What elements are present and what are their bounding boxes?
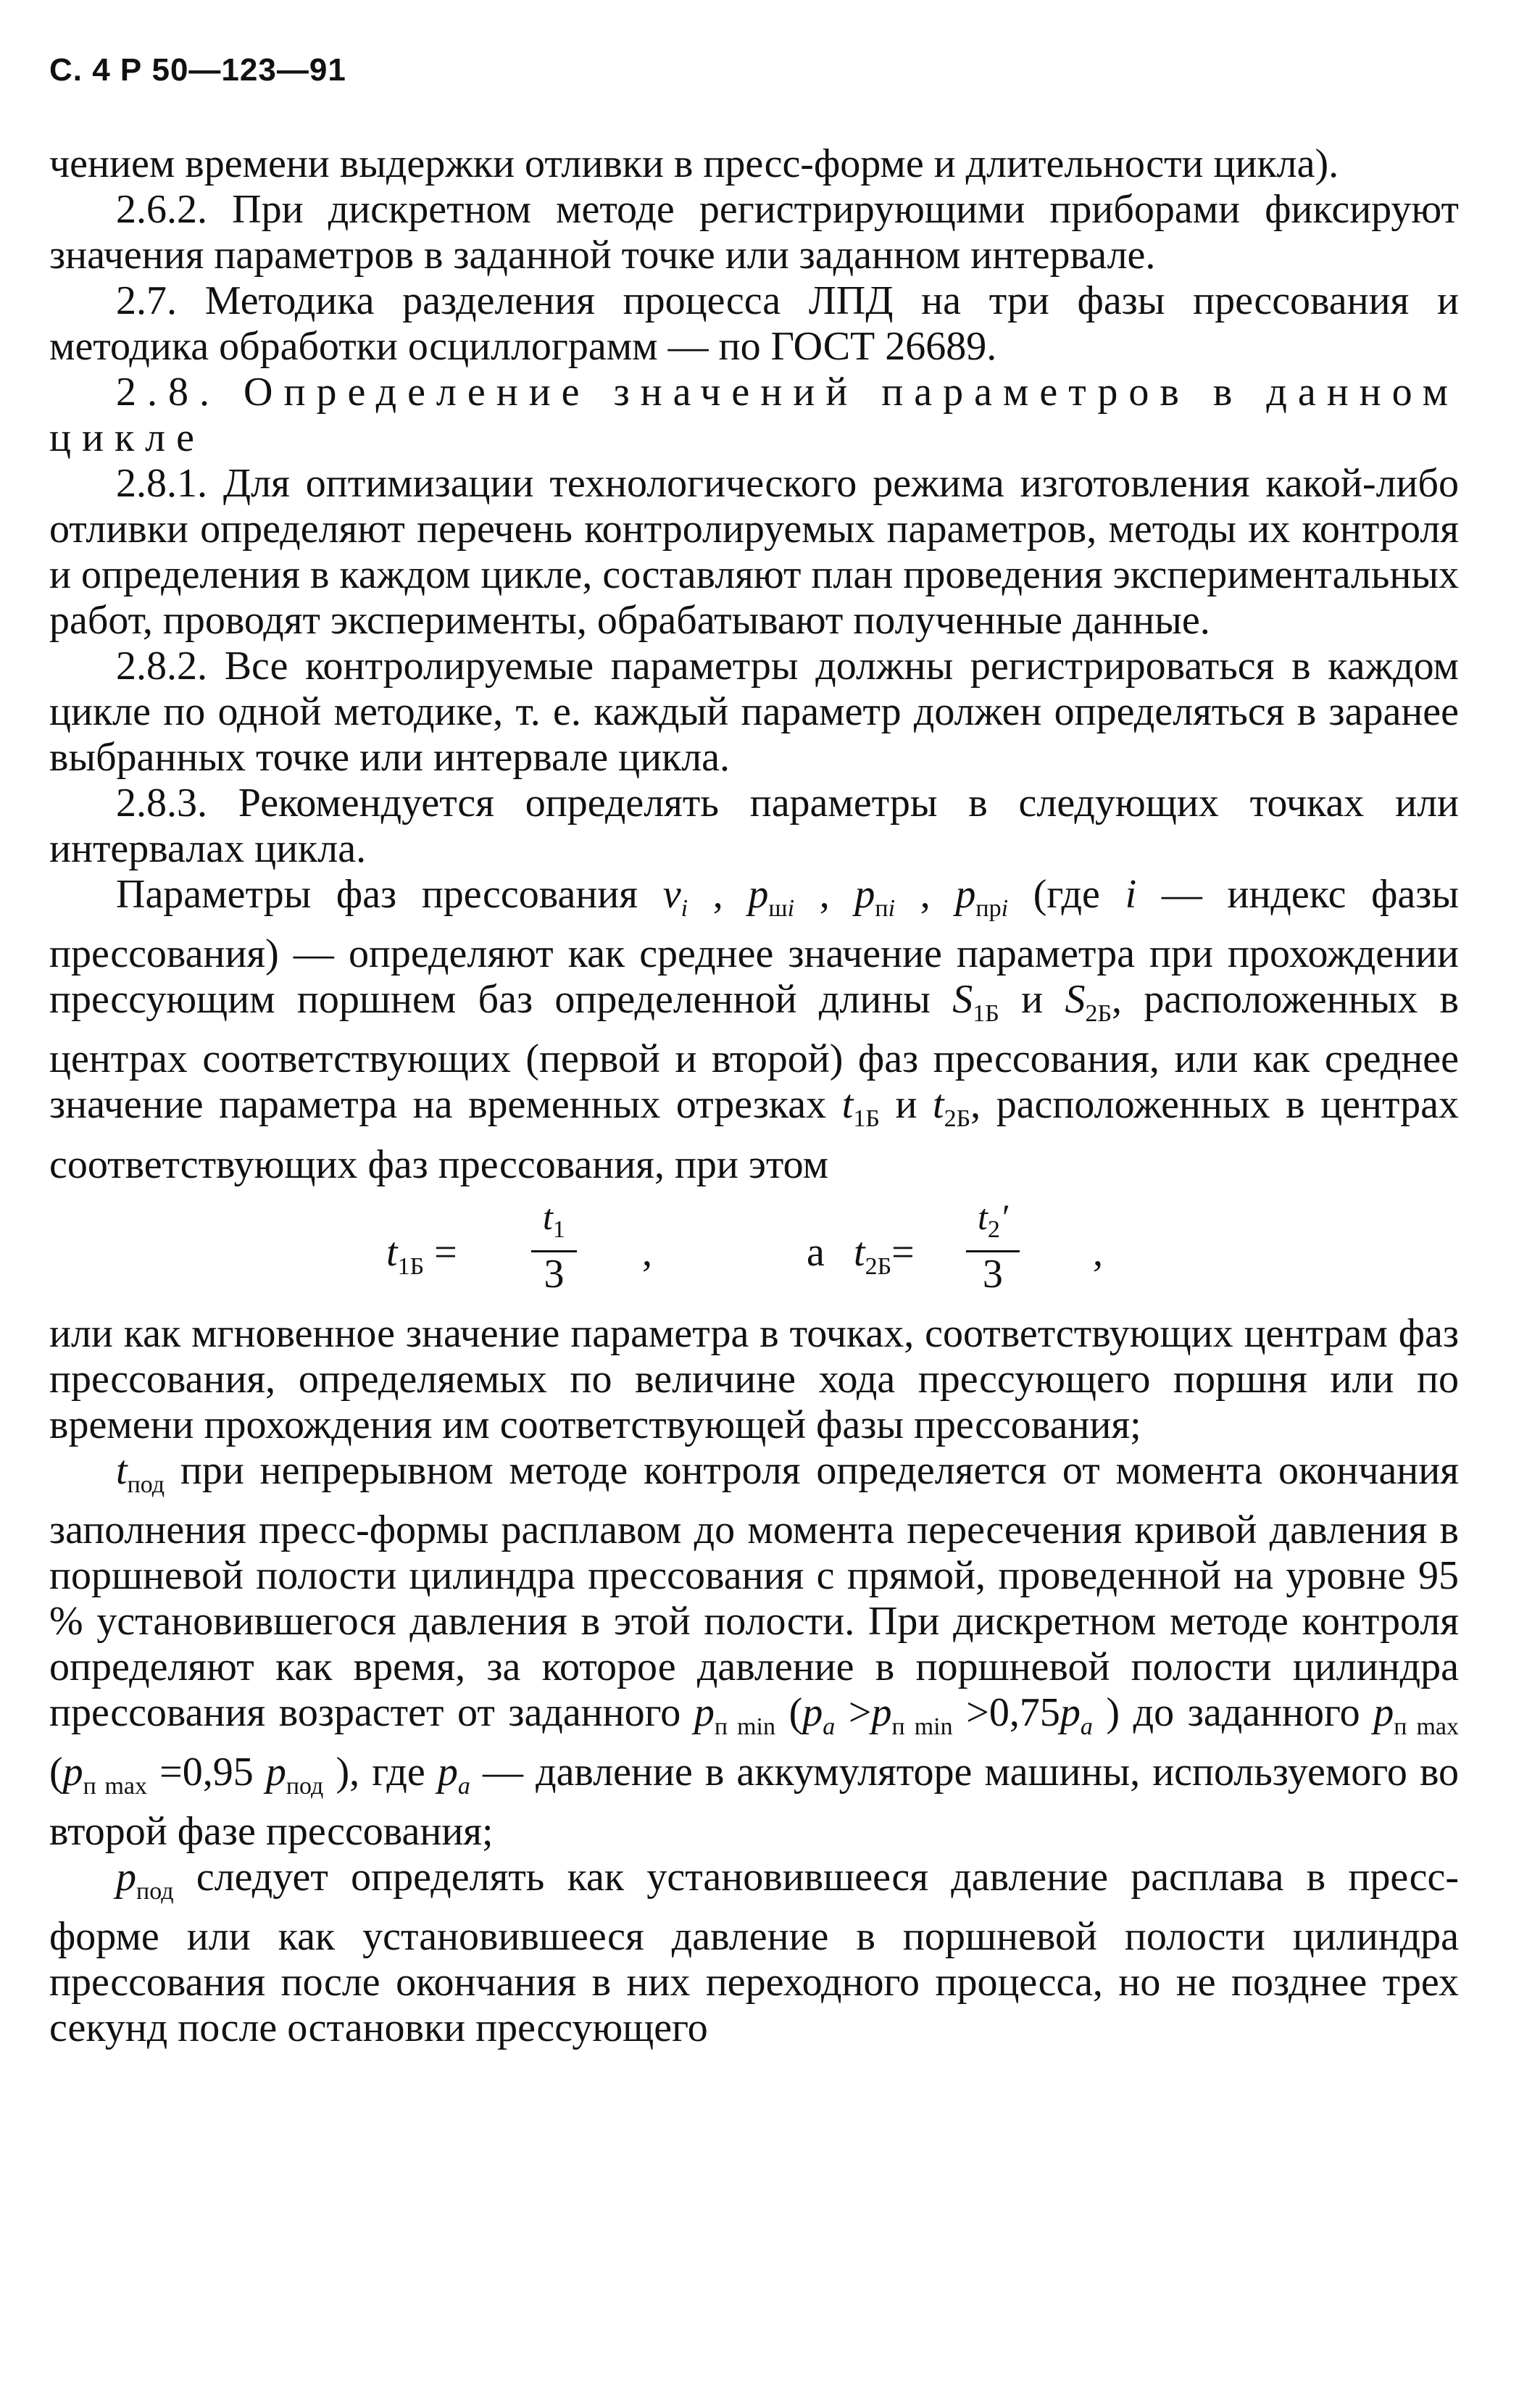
symbol-p-sh: p	[748, 872, 769, 917]
formula-lhs-1: $t_{1Б}$ =	[386, 1229, 457, 1280]
paragraph-2-8-2: 2.8.2. Все контролируемые параметры должны регистрироваться в каждом цикле по одной методике, т. е. каждый параметр должен определяться в заранее выбранных точке или интервале цикла.	[49, 644, 1459, 780]
text-run: ,	[895, 872, 956, 917]
subscript: п min	[891, 1713, 953, 1740]
symbol-p-min: p	[694, 1689, 715, 1735]
paragraph-instant-value: или как мгновенное значение параметра в точках, соответствующих центрам фаз прессования, определяемых по величине хода прессующего поршня или по времени прохождения им соответствующей фазы прессования;	[49, 1310, 1459, 1447]
subscript: i	[888, 895, 896, 923]
subscript: п max	[83, 1773, 148, 1800]
paragraph-phase-parameters	[49, 872, 1459, 1188]
formula-conjunction: а	[807, 1229, 825, 1275]
fraction-2: $\frac{t_2'}{3}$	[966, 1197, 1020, 1296]
symbol-s1: S	[952, 977, 973, 1023]
symbol-p-a: p	[802, 1689, 823, 1735]
subscript: 2Б	[1085, 1000, 1112, 1028]
subscript: i	[680, 895, 688, 923]
subscript: a	[1080, 1713, 1093, 1740]
subscript: 1Б	[853, 1105, 880, 1133]
symbol-p-max: p	[62, 1749, 83, 1795]
symbol-p-a: p	[437, 1749, 458, 1795]
symbol-p-n: p	[854, 872, 875, 917]
symbol-v: v	[662, 872, 681, 917]
subscript: 2Б	[944, 1105, 971, 1133]
text-run: ,	[794, 872, 855, 917]
text-run: — давление в аккумуляторе машины, используемого во второй фазе прессования;	[49, 1749, 1460, 1855]
subscript: a	[823, 1713, 836, 1740]
fraction-1: $\frac{t_1}{3}$	[531, 1197, 577, 1296]
subscript: i	[787, 895, 795, 923]
text-run: следует определять как установившееся давление расплава в пресс-форме или как установившееся давление в поршневой полости цилиндра прессования после окончания в них переходного процесса, но не позднее трех секунд после остановки прессующего	[49, 1855, 1459, 2051]
symbol-p-pod: p	[116, 1855, 136, 1900]
text-run: и	[999, 977, 1065, 1023]
symbol-p-pod: p	[265, 1749, 286, 1795]
formula-block	[49, 1188, 1459, 1311]
text-run: >0,75	[952, 1689, 1060, 1735]
paragraph-continuation: чением времени выдержки отливки в пресс-форме и длительности цикла).	[49, 141, 1339, 186]
subscript: 1Б	[973, 1000, 999, 1028]
paragraph-2-8-3: 2.8.3. Рекомендуется определять параметры в следующих точках или интервалах цикла.	[49, 781, 1459, 871]
subscript: i	[1001, 895, 1009, 923]
text-run: (где	[1008, 872, 1125, 917]
subscript: под	[286, 1773, 324, 1800]
symbol-t-pod: t	[116, 1447, 128, 1493]
formula-comma-1: ,	[642, 1229, 652, 1275]
paragraph-2-7: 2.7. Методика разделения процесса ЛПД на три фазы прессования и методика обработки осциллограмм — по ГОСТ 26689.	[49, 278, 1459, 369]
text-run: , расположенных в центрах соответствующих (первой и второй) фаз прессования, или как среднее значение параметра на временных отрезках	[49, 977, 1460, 1128]
paragraph-p-pod	[49, 1855, 1459, 2051]
section-heading-2-8: 2.8. Определение значений параметров в данном цикле	[49, 370, 1459, 460]
text-run: ), где	[323, 1749, 438, 1795]
text-run: ) до заданного	[1092, 1689, 1374, 1735]
paragraph-2-6-2: 2.6.2. При дискретном методе регистрирующими приборами фиксируют значения параметров в заданной точке или заданном интервале.	[49, 187, 1459, 278]
symbol-p-max: p	[1373, 1689, 1394, 1735]
text-run: — индекс фазы прессования) — определяют как среднее значение параметра при прохождении прессующим поршнем баз определенной длины	[49, 872, 1460, 1023]
text-run: при непрерывном методе контроля определяется от момента окончания заполнения пресс-формы расплавом до момента пересечения кривой давления в поршневой полости цилиндра прессования с прямой, проведенной на уровне 95 % установившегося давления в этой полости. При дискретном методе контроля определяют как время, за которое давление в поршневой полости цилиндра прессования возрастет от заданного	[49, 1447, 1459, 1735]
symbol-p-min: p	[871, 1689, 892, 1735]
subscript: п min	[714, 1713, 776, 1740]
subscript: п	[875, 895, 888, 923]
text-run: ,	[688, 872, 749, 917]
symbol-i: i	[1125, 872, 1137, 917]
formula-comma-2: ,	[1093, 1229, 1103, 1275]
subscript: a	[457, 1773, 470, 1800]
page-header: С. 4 Р 50—123—91	[49, 52, 346, 88]
symbol-t1: t	[841, 1082, 854, 1128]
symbol-p-a: p	[1060, 1689, 1081, 1735]
subscript: п max	[1394, 1713, 1460, 1740]
subscript: под	[127, 1471, 165, 1498]
text-run: Параметры фаз прессования	[116, 872, 663, 917]
text-run: и	[879, 1082, 933, 1128]
document-body	[49, 141, 1459, 2051]
symbol-s2: S	[1065, 977, 1086, 1023]
text-run: (	[49, 1749, 63, 1795]
subscript: ш	[768, 895, 788, 923]
formula-lhs-2: $t_{2Б}=$	[854, 1229, 915, 1280]
text-run: >	[835, 1689, 872, 1735]
paragraph-t-pod	[49, 1448, 1459, 1855]
text-run: (	[775, 1689, 803, 1735]
paragraph-2-8-1: 2.8.1. Для оптимизации технологического режима изготовления какой-либо отливки определяют перечень контролируемых параметров, методы их контроля и определения в каждом цикле, составляют план проведения экспериментальных работ, проводят эксперименты, обрабатывают полученные данные.	[49, 461, 1459, 643]
subscript: пр	[975, 895, 1002, 923]
text-run: , расположенных в центрах соответствующих фаз прессования, при этом	[49, 1082, 1460, 1187]
symbol-p-pr: p	[955, 872, 976, 917]
text-run: =0,95	[147, 1749, 266, 1795]
subscript: под	[136, 1878, 174, 1905]
symbol-t2: t	[933, 1082, 944, 1128]
